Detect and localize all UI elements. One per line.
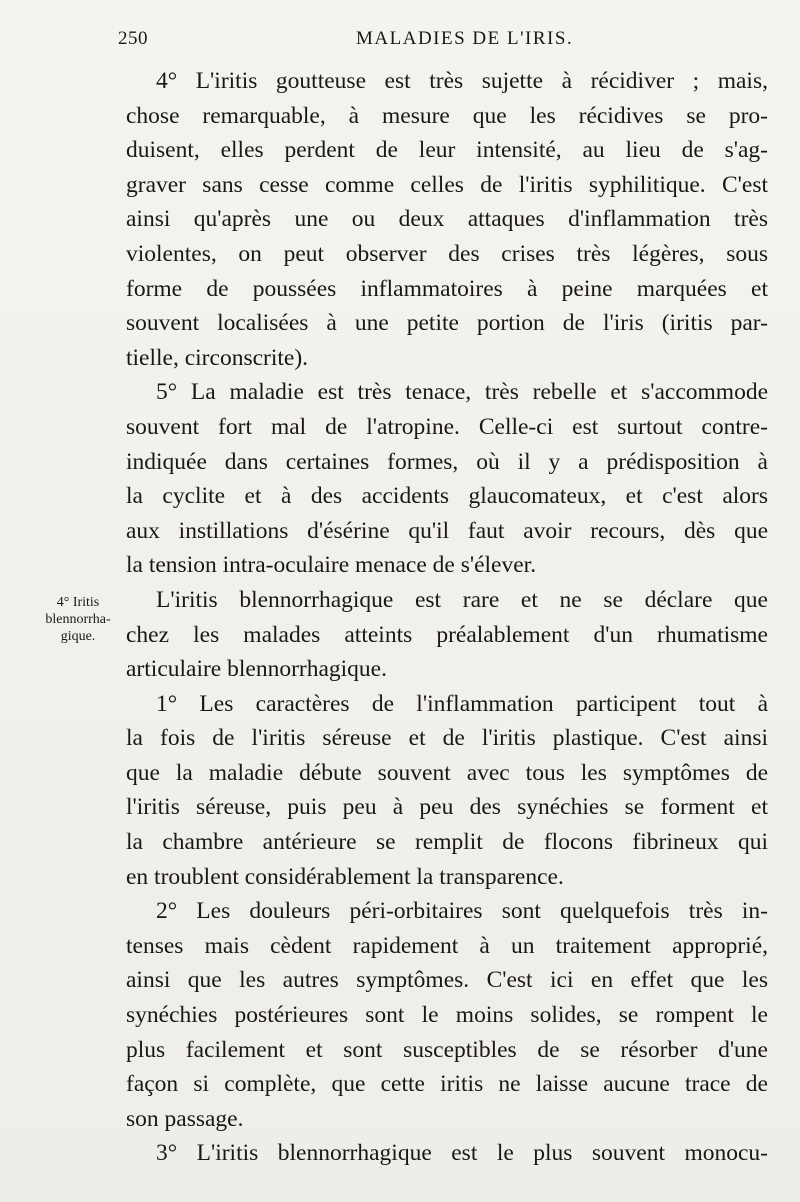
text-line: son passage. (126, 1105, 244, 1132)
text-line: en troublent considérablement la transparence. (126, 863, 564, 890)
text-line: L'iritis blennorrhagique est rare et ne se déclare que (156, 586, 768, 613)
bleed-through-note (48, 428, 118, 443)
text-line: souvent fort mal de l'atropine. Celle-ci est surtout contre- (126, 413, 768, 440)
text-line: tielle, circonscrite). (126, 344, 309, 371)
text-line: chez les malades atteints préalablement d'un rhumatisme (126, 621, 768, 648)
text-line: indiquée dans certaines formes, où il y a prédisposition à (126, 448, 768, 475)
text-line: la tension intra-oculaire menace de s'élever. (126, 552, 537, 579)
margin-note-line: 4° Iritis (56, 595, 100, 610)
text-line: chose remarquable, à mesure que les récidives se pro- (126, 102, 768, 129)
text-line: articulaire blennorrhagique. (126, 656, 387, 683)
text-line: forme de poussées inflammatoires à peine marquées et (126, 275, 768, 302)
running-title: MALADIES DE L'IRIS. (356, 28, 574, 49)
text-line: souvent localisées à une petite portion de l'iris (iritis par- (126, 310, 768, 337)
text-line: 5° La maladie est très tenace, très rebelle et s'accommode (156, 379, 768, 406)
text-line: la chambre antérieure se remplit de flocons fibrineux qui (126, 829, 768, 856)
margin-note-line: blennorrha- (45, 612, 111, 627)
text-line: 4° L'iritis goutteuse est très sujette à récidiver ; mais, (156, 68, 768, 94)
text-line: ainsi qu'après une ou deux attaques d'inflammation très (126, 206, 768, 233)
text-line: la cyclite et à des accidents glaucomateux, et c'est alors (126, 483, 768, 510)
text-line: ainsi que les autres symptômes. C'est ici en effet que les (126, 967, 768, 994)
running-header (118, 28, 768, 52)
text-line: synéchies postérieures sont le moins solides, se rompent le (126, 1002, 768, 1029)
text-line: violentes, on peut observer des crises très légères, sous (126, 240, 768, 267)
text-line: graver sans cesse comme celles de l'iritis syphilitique. C'est (126, 171, 768, 198)
text-line: aux instillations d'ésérine qu'il faut avoir recours, dès que (126, 517, 768, 544)
text-line: l'iritis séreuse, puis peu à peu des synéchies se forment et (126, 794, 768, 821)
text-line: la fois de l'iritis séreuse et de l'iritis plastique. C'est ainsi (126, 725, 768, 752)
text-line: tenses mais cèdent rapidement à un traitement approprié, (126, 932, 768, 959)
text-line: 3° L'iritis blennorrhagique est le plus souvent monocu- (156, 1140, 768, 1167)
margin-note (30, 594, 126, 645)
page-number: 250 (118, 28, 148, 49)
body-text (126, 64, 768, 1171)
text-line: plus facilement et sont susceptibles de se résorber d'une (126, 1036, 768, 1063)
text-line: que la maladie débute souvent avec tous les symptômes de (126, 759, 768, 786)
text-line: 2° Les douleurs péri-orbitaires sont quelquefois très in- (156, 898, 768, 925)
text-line: duisent, elles perdent de leur intensité, au lieu de s'ag- (126, 137, 768, 164)
margin-note-line: gique. (60, 629, 96, 644)
text-line: 1° Les caractères de l'inflammation participent tout à (156, 690, 768, 717)
text-line: façon si complète, que cette iritis ne laisse aucune trace de (126, 1071, 768, 1098)
